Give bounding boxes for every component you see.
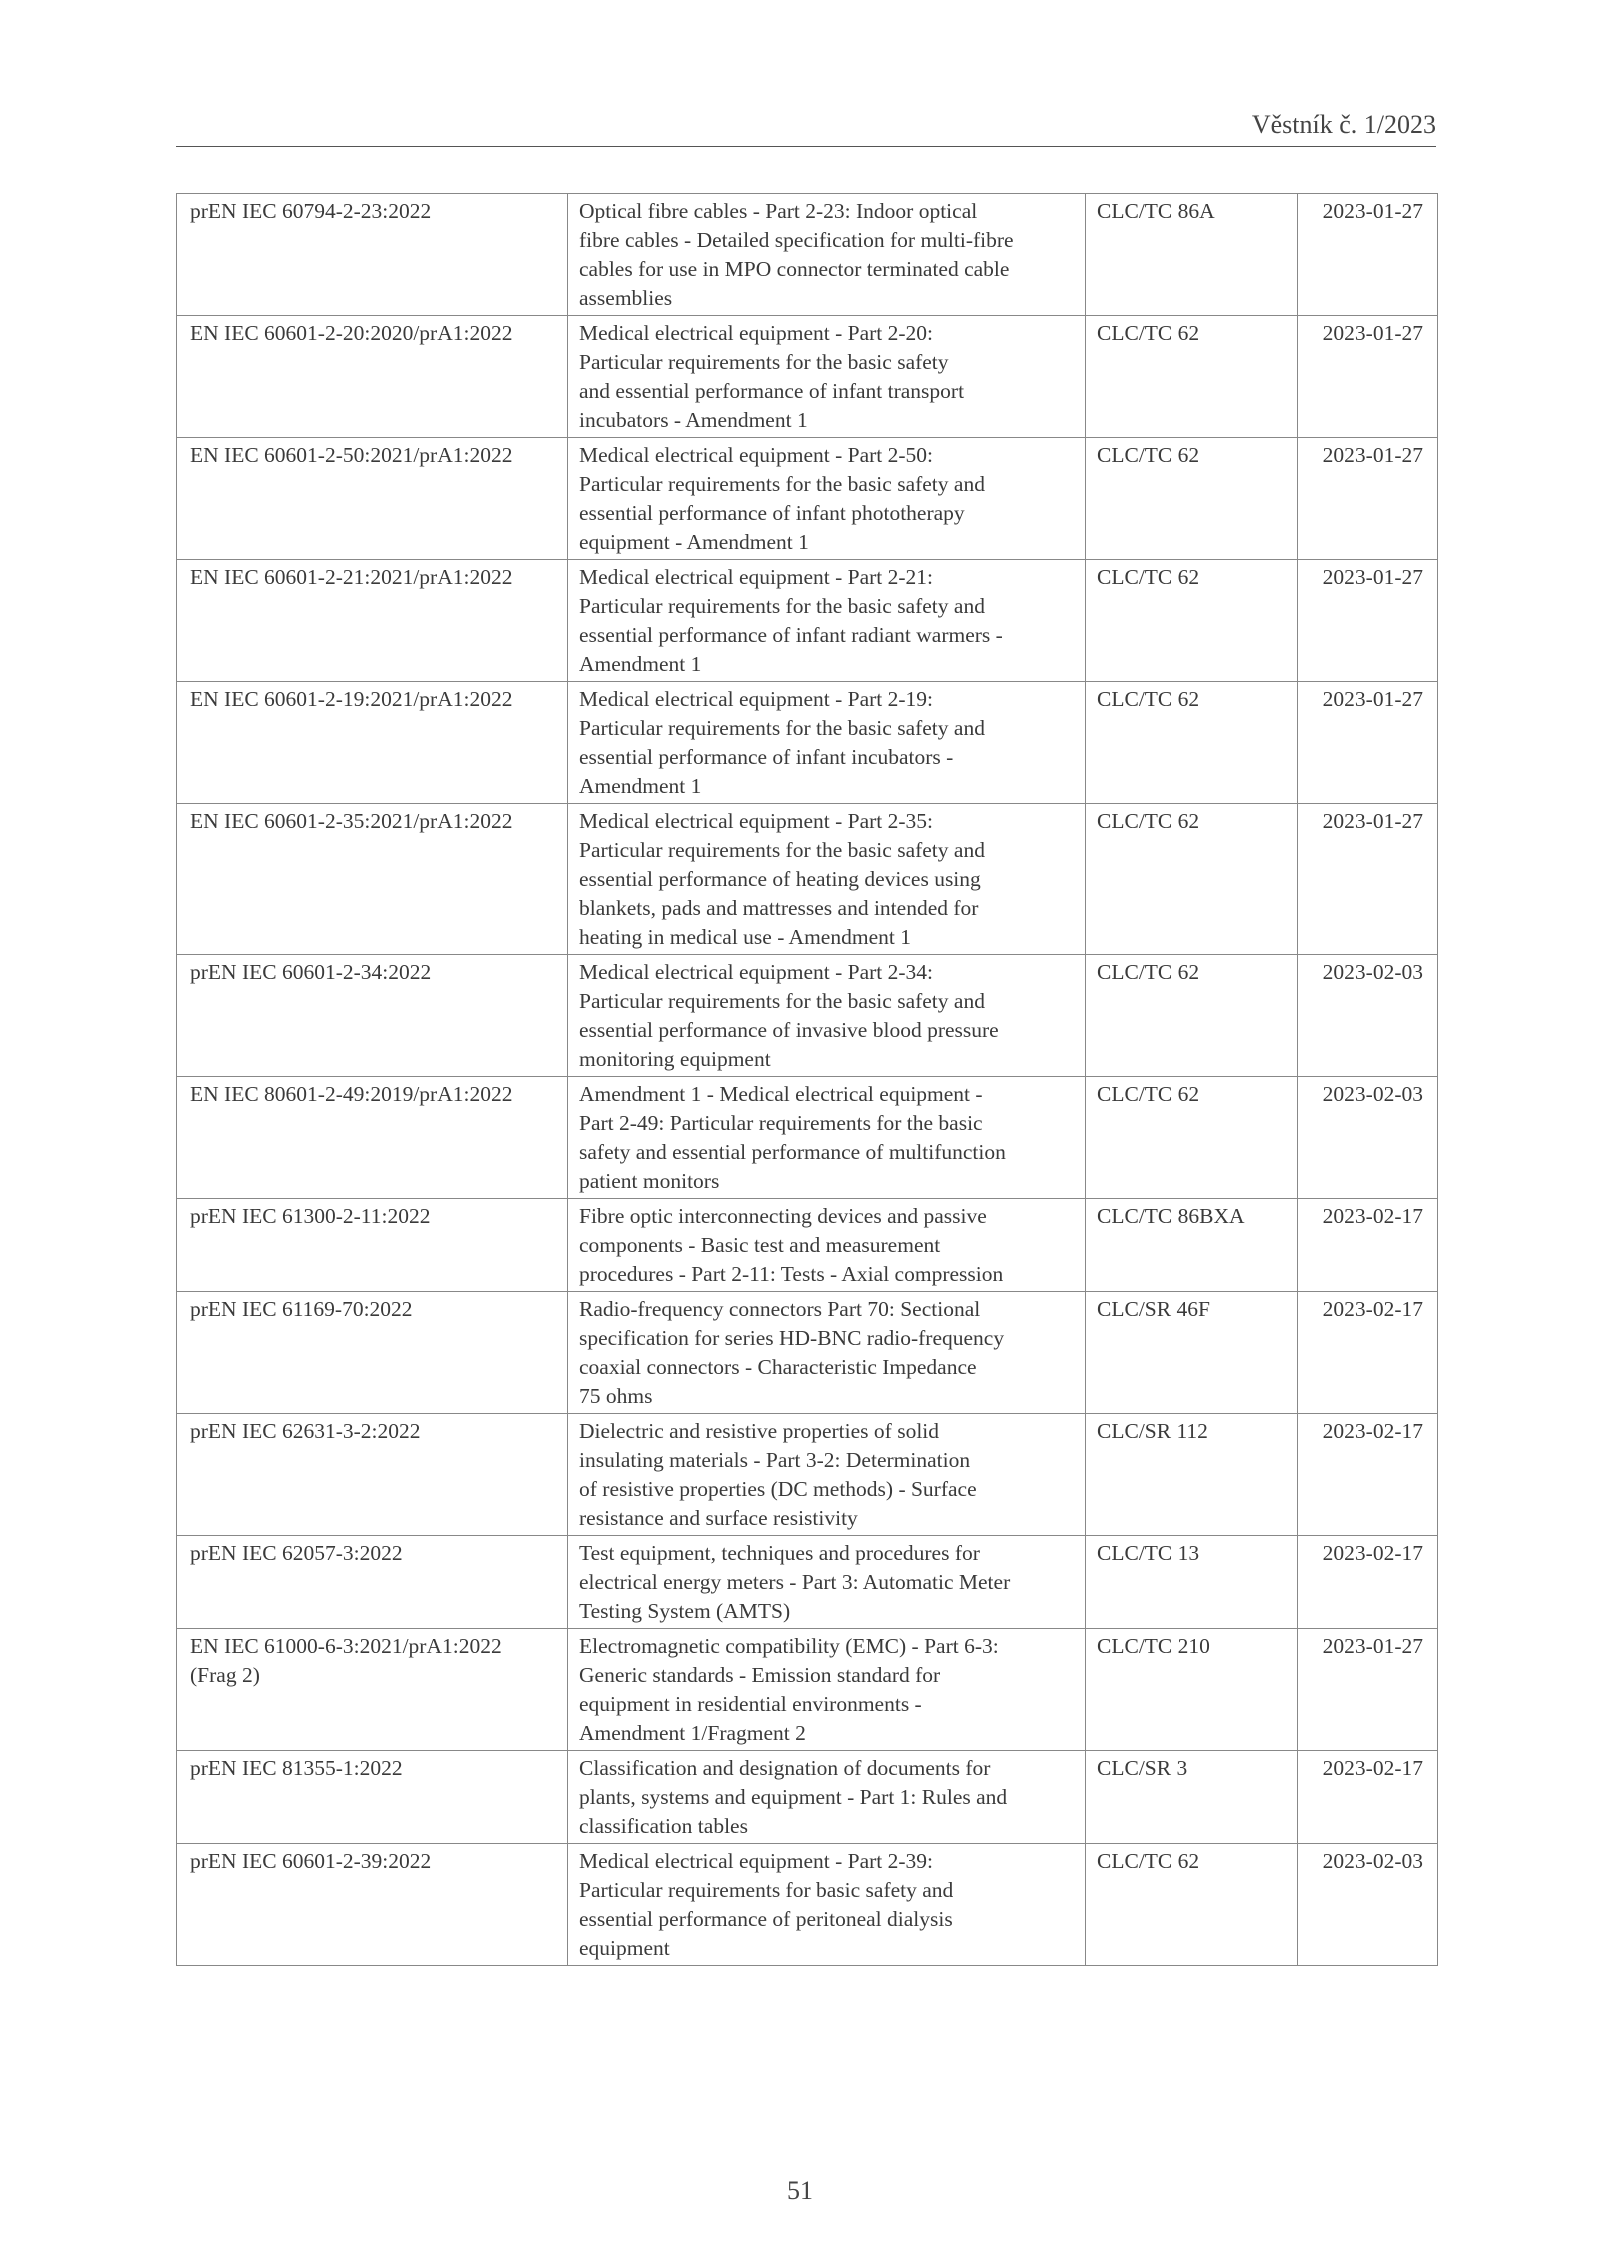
standards-table-body: [177, 194, 1438, 1966]
table-row: [177, 194, 1438, 316]
date-cell: 2023-02-17: [1298, 1536, 1438, 1629]
standard-title-cell: Medical electrical equipment - Part 2-20: Particular requirements for the basic safety and essential performance of infant transport incubators - Amendment 1: [568, 316, 1086, 438]
date-cell: 2023-01-27: [1298, 194, 1438, 316]
standard-title-cell: Test equipment, techniques and procedures for electrical energy meters - Part 3: Automatic Meter Testing System (AMTS): [568, 1536, 1086, 1629]
committee-cell: CLC/TC 86BXA: [1086, 1199, 1298, 1292]
standards-table: [176, 193, 1438, 1966]
committee-cell: CLC/TC 62: [1086, 804, 1298, 955]
committee-cell: CLC/SR 3: [1086, 1751, 1298, 1844]
date-cell: 2023-02-17: [1298, 1199, 1438, 1292]
table-row: [177, 682, 1438, 804]
standard-code-cell: EN IEC 61000-6-3:2021/prA1:2022 (Frag 2): [177, 1629, 568, 1751]
committee-cell: CLC/TC 62: [1086, 316, 1298, 438]
standard-title-cell: Dielectric and resistive properties of solid insulating materials - Part 3-2: Determination of resistive properties (DC methods) - Surface resistance and surface resistivity: [568, 1414, 1086, 1536]
standard-title-cell: Medical electrical equipment - Part 2-19: Particular requirements for the basic safety and essential performance of infant incubators - Amendment 1: [568, 682, 1086, 804]
date-cell: 2023-01-27: [1298, 316, 1438, 438]
table-row: [177, 1077, 1438, 1199]
committee-cell: CLC/TC 13: [1086, 1536, 1298, 1629]
standard-code-cell: prEN IEC 61169-70:2022: [177, 1292, 568, 1414]
committee-cell: CLC/TC 62: [1086, 438, 1298, 560]
standard-title-cell: Medical electrical equipment - Part 2-35: Particular requirements for the basic safety and essential performance of heating devices using blankets, pads and mattresses and intended for heating in medical use - Amendment 1: [568, 804, 1086, 955]
committee-cell: CLC/TC 62: [1086, 682, 1298, 804]
standard-code-cell: prEN IEC 60601-2-39:2022: [177, 1844, 568, 1966]
standard-title-cell: Radio-frequency connectors Part 70: Sectional specification for series HD-BNC radio-frequency coaxial connectors - Characteristic Impedance 75 ohms: [568, 1292, 1086, 1414]
committee-cell: CLC/TC 62: [1086, 560, 1298, 682]
committee-cell: CLC/TC 62: [1086, 1844, 1298, 1966]
table-row: [177, 1536, 1438, 1629]
standard-code-cell: prEN IEC 61300-2-11:2022: [177, 1199, 568, 1292]
date-cell: 2023-02-17: [1298, 1414, 1438, 1536]
committee-cell: CLC/SR 46F: [1086, 1292, 1298, 1414]
standard-title-cell: Optical fibre cables - Part 2-23: Indoor optical fibre cables - Detailed specification for multi-fibre cables for use in MPO connector terminated cable assemblies: [568, 194, 1086, 316]
date-cell: 2023-01-27: [1298, 438, 1438, 560]
standard-title-cell: Electromagnetic compatibility (EMC) - Part 6-3: Generic standards - Emission standard for equipment in residential environments - Amendment 1/Fragment 2: [568, 1629, 1086, 1751]
committee-cell: CLC/SR 112: [1086, 1414, 1298, 1536]
standard-title-cell: Medical electrical equipment - Part 2-39: Particular requirements for basic safety and essential performance of peritoneal dialysis equipment: [568, 1844, 1086, 1966]
standard-code-cell: prEN IEC 62631-3-2:2022: [177, 1414, 568, 1536]
table-row: [177, 316, 1438, 438]
standard-code-cell: EN IEC 60601-2-20:2020/prA1:2022: [177, 316, 568, 438]
standard-title-cell: Medical electrical equipment - Part 2-34: Particular requirements for the basic safety and essential performance of invasive blood pressure monitoring equipment: [568, 955, 1086, 1077]
date-cell: 2023-02-03: [1298, 1844, 1438, 1966]
table-row: [177, 804, 1438, 955]
committee-cell: CLC/TC 210: [1086, 1629, 1298, 1751]
standard-title-cell: Amendment 1 - Medical electrical equipment - Part 2-49: Particular requirements for the basic safety and essential performance of multifunction patient monitors: [568, 1077, 1086, 1199]
standard-code-cell: EN IEC 60601-2-35:2021/prA1:2022: [177, 804, 568, 955]
table-row: [177, 438, 1438, 560]
date-cell: 2023-01-27: [1298, 682, 1438, 804]
standard-code-cell: prEN IEC 62057-3:2022: [177, 1536, 568, 1629]
date-cell: 2023-01-27: [1298, 804, 1438, 955]
date-cell: 2023-02-17: [1298, 1292, 1438, 1414]
standard-code-cell: EN IEC 60601-2-50:2021/prA1:2022: [177, 438, 568, 560]
table-row: [177, 1414, 1438, 1536]
date-cell: 2023-02-03: [1298, 1077, 1438, 1199]
table-row: [177, 1844, 1438, 1966]
standard-title-cell: Medical electrical equipment - Part 2-50: Particular requirements for the basic safety and essential performance of infant phototherapy equipment - Amendment 1: [568, 438, 1086, 560]
table-row: [177, 1629, 1438, 1751]
table-row: [177, 560, 1438, 682]
standard-code-cell: prEN IEC 81355-1:2022: [177, 1751, 568, 1844]
page-number: 51: [787, 2176, 813, 2205]
table-row: [177, 1292, 1438, 1414]
standard-code-cell: EN IEC 60601-2-19:2021/prA1:2022: [177, 682, 568, 804]
standard-title-cell: Fibre optic interconnecting devices and passive components - Basic test and measurement procedures - Part 2-11: Tests - Axial compression: [568, 1199, 1086, 1292]
journal-header: Věstník č. 1/2023: [1251, 110, 1436, 139]
table-row: [177, 1199, 1438, 1292]
standard-code-cell: prEN IEC 60601-2-34:2022: [177, 955, 568, 1077]
date-cell: 2023-01-27: [1298, 560, 1438, 682]
committee-cell: CLC/TC 86A: [1086, 194, 1298, 316]
standard-title-cell: Classification and designation of documents for plants, systems and equipment - Part 1: Rules and classification tables: [568, 1751, 1086, 1844]
committee-cell: CLC/TC 62: [1086, 1077, 1298, 1199]
header-divider: [176, 146, 1436, 147]
table-row: [177, 955, 1438, 1077]
standard-code-cell: prEN IEC 60794-2-23:2022: [177, 194, 568, 316]
date-cell: 2023-02-17: [1298, 1751, 1438, 1844]
standard-code-cell: EN IEC 80601-2-49:2019/prA1:2022: [177, 1077, 568, 1199]
standard-code-cell: EN IEC 60601-2-21:2021/prA1:2022: [177, 560, 568, 682]
date-cell: 2023-02-03: [1298, 955, 1438, 1077]
standard-title-cell: Medical electrical equipment - Part 2-21: Particular requirements for the basic safety and essential performance of infant radiant warmers - Amendment 1: [568, 560, 1086, 682]
committee-cell: CLC/TC 62: [1086, 955, 1298, 1077]
date-cell: 2023-01-27: [1298, 1629, 1438, 1751]
table-row: [177, 1751, 1438, 1844]
